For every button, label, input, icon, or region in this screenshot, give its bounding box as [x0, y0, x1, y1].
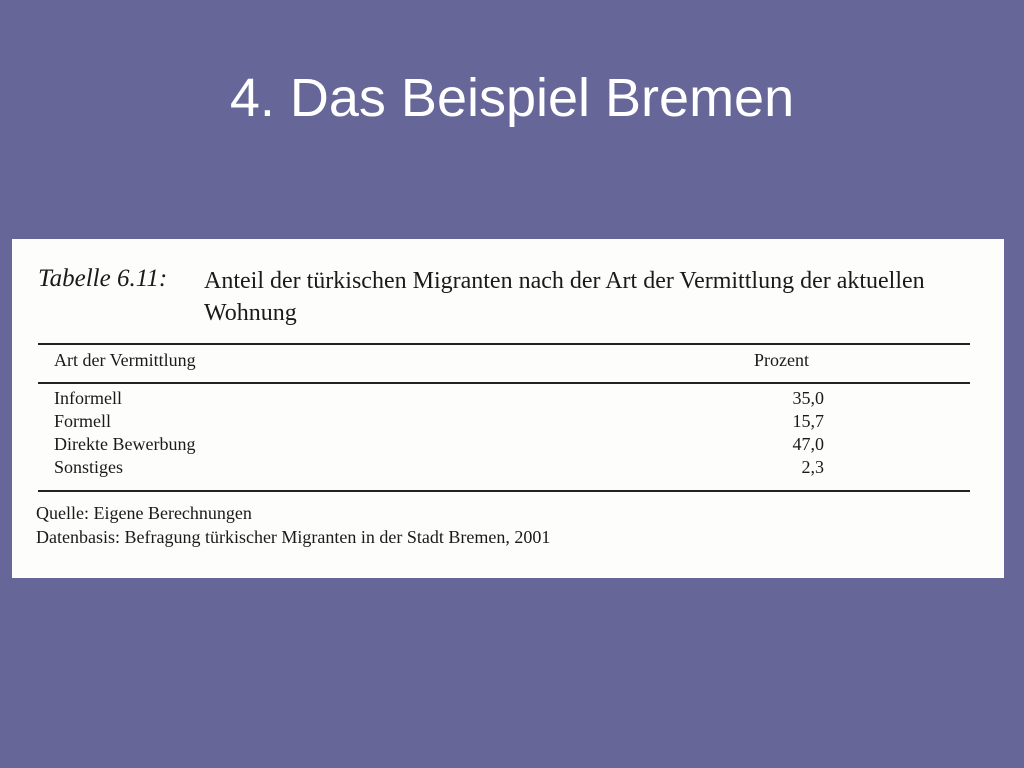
table-label: Tabelle 6.11:	[38, 265, 168, 292]
row-value: 15,7	[792, 411, 824, 431]
table-row	[54, 410, 824, 433]
table-row	[54, 456, 824, 479]
table-caption: Anteil der türkischen Migranten nach der Art der Vermittlung der aktuellen Wohnung	[204, 268, 925, 326]
table-bottom-rule	[38, 490, 970, 492]
row-category: Direkte Bewerbung	[54, 434, 196, 454]
slide-title: 4. Das Beispiel Bremen	[229, 68, 795, 128]
source-note: Quelle: Eigene Berechnungen	[36, 503, 252, 523]
table-body	[54, 387, 824, 479]
table-footnotes	[36, 501, 550, 549]
table-row	[54, 433, 824, 456]
row-value: 2,3	[801, 457, 824, 477]
column-header-percent: Prozent	[754, 350, 809, 370]
database-note: Datenbasis: Befragung türkischer Migranten in der Stadt Bremen, 2001	[36, 527, 551, 547]
scanned-table-image	[12, 239, 1004, 578]
row-category: Sonstiges	[54, 457, 124, 477]
table-top-rule	[38, 343, 970, 345]
row-category: Formell	[54, 411, 111, 431]
table-row	[54, 387, 824, 410]
column-header-category: Art der Vermittlung	[54, 350, 196, 370]
row-category: Informell	[54, 388, 122, 408]
row-value: 47,0	[792, 434, 824, 454]
row-value: 35,0	[792, 388, 824, 408]
table-header-rule	[38, 382, 970, 384]
